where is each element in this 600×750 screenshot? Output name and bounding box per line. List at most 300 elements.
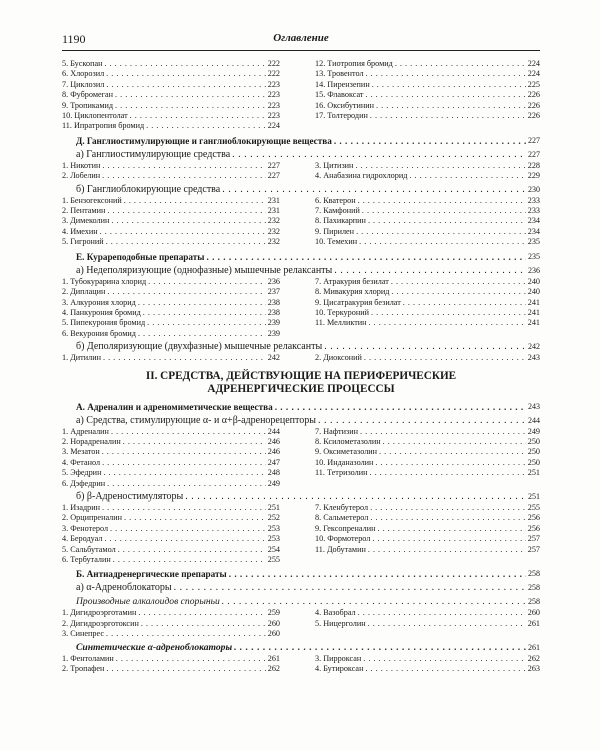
entry-label: 8. Пахикарпин xyxy=(315,216,366,226)
entry-label: 1. Адреналин xyxy=(62,426,109,436)
entry-page: 247 xyxy=(267,457,280,467)
entry-label: 1. Изадрин xyxy=(62,502,100,512)
toc-entry[interactable] xyxy=(315,111,540,121)
entry-page: 233 xyxy=(527,206,540,216)
entry-label: 11. Тетризолин xyxy=(315,468,368,478)
entry-page: 246 xyxy=(267,447,280,457)
entry-page: 253 xyxy=(267,523,280,533)
leader-dots xyxy=(377,524,525,534)
leader-dots xyxy=(403,298,526,308)
entry-label: 16. Оксибутинин xyxy=(315,100,375,110)
entry-label: 8. Сальметерол xyxy=(315,513,369,523)
toc-entry[interactable] xyxy=(62,447,280,457)
toc-entry[interactable] xyxy=(315,524,540,534)
toc-entry[interactable] xyxy=(62,555,280,565)
toc-entry[interactable] xyxy=(315,468,540,478)
entry-page: 244 xyxy=(267,426,280,436)
entry-label: 1. Никотин xyxy=(62,160,101,170)
right-column xyxy=(315,277,540,339)
entry-label: 4. Панкурония бромид xyxy=(62,307,141,317)
entry-label: 5. Эфедрин xyxy=(62,468,102,478)
toc-entry[interactable] xyxy=(62,80,280,90)
entry-label: 15. Флавоксат xyxy=(315,90,364,100)
left-column xyxy=(62,196,280,248)
entry-page: 261 xyxy=(267,653,280,663)
toc-entry[interactable] xyxy=(62,458,280,468)
toc-entry[interactable] xyxy=(315,171,540,181)
toc-entry[interactable] xyxy=(62,196,280,206)
toc-entry[interactable] xyxy=(315,503,540,513)
entry-label: 1. Фентоламин xyxy=(62,653,114,663)
entry-label: 6. Хлорозил xyxy=(62,69,105,79)
toc-entry[interactable] xyxy=(62,479,280,489)
toc-entry[interactable] xyxy=(62,353,280,363)
leader-dots xyxy=(124,513,266,523)
entry-label: 12. Тиотропия бромид xyxy=(315,59,393,68)
entry-page: 260 xyxy=(527,608,540,618)
leader-dots xyxy=(110,524,266,534)
list-block xyxy=(62,654,540,675)
toc-entry[interactable] xyxy=(315,308,540,318)
entry-page: 252 xyxy=(267,513,280,523)
toc-entry[interactable] xyxy=(62,437,280,447)
entry-label: 6. Кватерон xyxy=(315,195,356,205)
toc-entry[interactable] xyxy=(315,59,540,69)
entry-label: 3. Мезатон xyxy=(62,447,100,457)
entry-page: 242 xyxy=(267,353,280,363)
leader-dots xyxy=(368,545,526,555)
leader-dots xyxy=(372,534,525,544)
toc-entry[interactable] xyxy=(315,427,540,437)
toc-entry[interactable] xyxy=(62,237,280,247)
toc-entry[interactable] xyxy=(62,427,280,437)
entry-label: 2. Лобелин xyxy=(62,171,101,181)
entry-label: 1. Тубокурарина хлорид xyxy=(62,276,147,286)
entry-label: 3. Алкурония хлорид xyxy=(62,297,136,307)
entry-label: 3. Фенотерол xyxy=(62,523,109,533)
toc-entry[interactable] xyxy=(62,619,280,629)
leader-dots xyxy=(358,608,526,618)
list-block xyxy=(62,59,540,132)
entry-label: 9. Гексопреналин xyxy=(315,523,376,533)
entry-label: 8. Ксилометазолин xyxy=(315,436,381,446)
leader-dots xyxy=(123,437,266,447)
leader-dots xyxy=(106,664,265,674)
leader-dots xyxy=(106,69,266,79)
entry-page: 228 xyxy=(527,160,540,170)
entry-page: 243 xyxy=(527,353,540,363)
entry-page: 232 xyxy=(267,237,280,247)
leader-dots xyxy=(115,101,266,111)
toc-entry[interactable] xyxy=(315,298,540,308)
subsection-heading[interactable]: б) β-Адреностимуляторы . . . 251 xyxy=(62,490,540,503)
leader-dots xyxy=(363,654,525,664)
entry-label: 2. Диплацин xyxy=(62,287,106,297)
toc-entry[interactable] xyxy=(315,447,540,457)
page-number: 1190 xyxy=(62,32,86,46)
left-column xyxy=(62,427,280,489)
leader-dots xyxy=(138,329,266,339)
entry-page: 254 xyxy=(267,544,280,554)
leader-dots xyxy=(100,227,266,237)
entry-label: 10. Циклопентолат xyxy=(62,111,128,121)
list-block xyxy=(62,353,540,363)
entry-label: 2. Пентамин xyxy=(62,206,106,216)
entry-label: 1. Дигидроэрготамин xyxy=(62,608,137,618)
entry-label: 7. Нафтизин xyxy=(315,426,358,436)
leader-dots xyxy=(391,277,526,287)
toc-entry[interactable] xyxy=(62,206,280,216)
toc-entry[interactable] xyxy=(315,101,540,111)
toc-entry[interactable] xyxy=(62,468,280,478)
entry-page: 223 xyxy=(267,111,280,121)
leader-dots xyxy=(102,458,266,468)
toc-entry[interactable] xyxy=(62,545,280,555)
leader-dots xyxy=(111,427,266,437)
leader-dots xyxy=(372,80,526,90)
leader-dots xyxy=(358,196,526,206)
entry-page: 250 xyxy=(527,457,540,467)
toc-entry[interactable] xyxy=(315,545,540,555)
entry-page: 256 xyxy=(527,523,540,533)
leader-dots xyxy=(118,545,266,555)
entry-page: 224 xyxy=(267,121,280,131)
entry-label: 9. Тропикамид xyxy=(62,100,114,110)
right-column xyxy=(315,503,540,565)
toc-entry[interactable] xyxy=(62,534,280,544)
toc-entry[interactable] xyxy=(62,227,280,237)
entry-label: 14. Пирензепин xyxy=(315,79,370,89)
leader-dots xyxy=(369,318,526,328)
entry-page: 223 xyxy=(267,100,280,110)
page-header xyxy=(62,32,540,46)
right-column xyxy=(315,353,540,363)
leader-dots xyxy=(395,59,526,69)
leader-dots xyxy=(104,59,265,69)
entry-label: 5. Пипекурония бромид xyxy=(62,318,146,328)
left-column xyxy=(62,503,280,565)
entry-page: 262 xyxy=(267,664,280,674)
list-block xyxy=(62,503,540,565)
leader-dots xyxy=(106,629,266,639)
left-column xyxy=(62,161,280,182)
subsection-heading[interactable]: Производные алкалоидов спорыньи . . . 258 xyxy=(62,595,540,608)
toc-entry[interactable] xyxy=(315,196,540,206)
entry-page: 263 xyxy=(527,664,540,674)
toc-entry[interactable] xyxy=(62,111,280,121)
entry-page: 227 xyxy=(267,160,280,170)
entry-page: 238 xyxy=(267,307,280,317)
leader-dots xyxy=(365,664,525,674)
entry-page: 231 xyxy=(267,206,280,216)
toc-entry[interactable] xyxy=(315,437,540,447)
leader-dots xyxy=(368,619,526,629)
entry-page: 224 xyxy=(527,69,540,79)
entry-label: 2. Диоксоний xyxy=(315,353,362,363)
entry-label: 5. Ницерголин xyxy=(315,618,366,628)
toc-entry[interactable] xyxy=(315,619,540,629)
list-block xyxy=(62,608,540,639)
toc-entry[interactable] xyxy=(315,237,540,247)
leader-dots xyxy=(148,277,266,287)
list-block xyxy=(62,161,540,182)
leader-dots xyxy=(376,101,526,111)
toc-entry[interactable] xyxy=(62,664,280,674)
entry-label: 3. Цитизин xyxy=(315,160,354,170)
entry-page: 234 xyxy=(527,226,540,236)
entry-label: 6. Дэфедрин xyxy=(62,478,106,488)
leader-dots xyxy=(124,196,266,206)
leader-dots xyxy=(143,308,266,318)
entry-page: 227 xyxy=(267,171,280,181)
entry-page: 261 xyxy=(527,618,540,628)
entry-label: 11. Добутамин xyxy=(315,544,366,554)
entry-page: 240 xyxy=(527,287,540,297)
entry-page: 232 xyxy=(267,216,280,226)
entry-label: 11. Ипратропия бромид xyxy=(62,121,145,131)
toc-entry[interactable] xyxy=(62,329,280,339)
leader-dots xyxy=(370,111,526,121)
entry-page: 241 xyxy=(527,318,540,328)
right-column xyxy=(315,196,540,248)
entry-page: 249 xyxy=(527,426,540,436)
leader-dots xyxy=(364,353,526,363)
subsection-heading[interactable]: а) Недеполяризующие (однофазные) мышечные релаксанты . . . 236 xyxy=(62,264,540,277)
toc-entry[interactable] xyxy=(315,664,540,674)
leader-dots xyxy=(146,121,266,131)
entry-page: 251 xyxy=(267,502,280,512)
toc-entry[interactable] xyxy=(62,101,280,111)
entry-label: 13. Тровентол xyxy=(315,69,364,79)
entry-page: 224 xyxy=(527,59,540,68)
subsection-heading[interactable]: а) Ганглиостимулирующие средства . . . 227 xyxy=(62,148,540,161)
toc-entry[interactable] xyxy=(62,171,280,181)
subsection-heading[interactable]: б) Деполяризующие (двухфазные) мышечные релаксанты . . . 242 xyxy=(62,340,540,353)
leader-dots xyxy=(375,458,525,468)
entry-page: 255 xyxy=(527,502,540,512)
toc-entry[interactable] xyxy=(62,216,280,226)
toc-entry[interactable] xyxy=(315,353,540,363)
leader-dots xyxy=(113,555,266,565)
toc-entry[interactable] xyxy=(315,80,540,90)
leader-dots xyxy=(359,237,526,247)
entry-label: 17. Толтеродин xyxy=(315,111,368,121)
entry-page: 249 xyxy=(267,478,280,488)
toc-entry[interactable] xyxy=(62,90,280,100)
subsection-heading[interactable]: б) Ганглиоблокирующие средства . . . 230 xyxy=(62,183,540,196)
toc-entry[interactable] xyxy=(62,318,280,328)
entry-page: 250 xyxy=(527,436,540,446)
entry-label: 8. Фубромеган xyxy=(62,90,114,100)
entry-label: 4. Бутироксан xyxy=(315,664,364,674)
entry-page: 226 xyxy=(527,111,540,121)
entry-label: 11. Мелликтин xyxy=(315,318,367,328)
leader-dots xyxy=(116,654,266,664)
toc-entry[interactable] xyxy=(62,69,280,79)
toc-entry[interactable] xyxy=(62,59,280,69)
running-title: Оглавление xyxy=(273,32,329,44)
toc-entry[interactable] xyxy=(315,608,540,618)
leader-dots xyxy=(356,227,526,237)
leader-dots xyxy=(103,353,266,363)
leader-dots xyxy=(409,171,525,181)
leader-dots xyxy=(365,90,525,100)
part-title: II. СРЕДСТВА, ДЕЙСТВУЮЩИЕ НА ПЕРИФЕРИЧЕСКИЕ АДРЕНЕРГИЧЕСКИЕ ПРОЦЕССЫ xyxy=(145,369,457,396)
entry-page: 241 xyxy=(527,297,540,307)
section-heading[interactable]: А. Адреналин и адреномиметические вещества . . . 243 xyxy=(62,401,540,413)
entry-page: 253 xyxy=(267,534,280,544)
leader-dots xyxy=(355,161,525,171)
list-block xyxy=(62,196,540,248)
entry-page: 246 xyxy=(267,436,280,446)
left-column xyxy=(62,277,280,339)
toc-entry[interactable] xyxy=(315,90,540,100)
toc-entry[interactable] xyxy=(315,318,540,328)
entry-page: 248 xyxy=(267,468,280,478)
leader-dots xyxy=(107,287,265,297)
leader-dots xyxy=(141,619,266,629)
entry-page: 226 xyxy=(527,90,540,100)
entry-label: 3. Пирроксан xyxy=(315,653,362,663)
leader-dots xyxy=(138,608,265,618)
entry-label: 7. Камфоний xyxy=(315,206,360,216)
subsection-heading[interactable]: Синтетические α-адреноблокаторы . . . 261 xyxy=(62,641,540,654)
entry-page: 260 xyxy=(267,629,280,639)
entry-label: 1. Бензогексоний xyxy=(62,195,122,205)
leader-dots xyxy=(391,287,525,297)
leader-dots xyxy=(371,308,526,318)
entry-label: 5. Бускопан xyxy=(62,59,103,68)
entry-label: 6. Тербуталин xyxy=(62,555,111,564)
entry-page: 231 xyxy=(267,195,280,205)
toc-entry[interactable] xyxy=(62,298,280,308)
entry-page: 262 xyxy=(527,653,540,663)
right-column xyxy=(315,608,540,639)
entry-page: 239 xyxy=(267,328,280,338)
leader-dots xyxy=(111,216,265,226)
toc-entry[interactable] xyxy=(62,654,280,664)
entry-label: 2. Дигидроэрготоксин xyxy=(62,618,139,628)
leader-dots xyxy=(106,80,265,90)
leader-dots xyxy=(369,468,525,478)
entry-label: 5. Гигроний xyxy=(62,237,104,247)
leader-dots xyxy=(379,447,526,457)
leader-dots xyxy=(102,447,266,457)
leader-dots xyxy=(138,298,266,308)
toc-entry[interactable] xyxy=(62,308,280,318)
left-column xyxy=(62,353,280,363)
entry-page: 236 xyxy=(267,276,280,286)
entry-label: 8. Мивакурия хлорид xyxy=(315,287,390,297)
toc-entry[interactable] xyxy=(62,524,280,534)
leader-dots xyxy=(102,503,266,513)
entry-label: 2. Тропафен xyxy=(62,664,105,674)
entry-label: 9. Пирилен xyxy=(315,226,355,236)
leader-dots xyxy=(115,90,266,100)
entry-page: 237 xyxy=(267,287,280,297)
entry-label: 4. Беродуал xyxy=(62,534,103,544)
entry-page: 225 xyxy=(527,79,540,89)
leader-dots xyxy=(130,111,266,121)
section-heading[interactable]: Д. Ганглиостимулирующие и ганглиоблокирующие вещества . . . 227 xyxy=(62,135,540,147)
toc-entry[interactable] xyxy=(62,608,280,618)
toc-entry[interactable] xyxy=(62,287,280,297)
entry-page: 256 xyxy=(527,513,540,523)
entry-page: 222 xyxy=(267,69,280,79)
toc-entry[interactable] xyxy=(315,654,540,664)
entry-page: 259 xyxy=(267,608,280,618)
entry-label: 7. Циклозил xyxy=(62,79,105,89)
toc-entry[interactable] xyxy=(315,206,540,216)
toc-entry[interactable] xyxy=(315,287,540,297)
entry-label: 4. Фетанол xyxy=(62,457,101,467)
right-column xyxy=(315,59,540,132)
entry-page: 260 xyxy=(267,618,280,628)
entry-page: 255 xyxy=(267,555,280,564)
leader-dots xyxy=(107,479,266,489)
toc-entry[interactable] xyxy=(315,69,540,79)
entry-label: 2. Норадреналин xyxy=(62,436,121,446)
left-column xyxy=(62,59,280,132)
toc-entry[interactable] xyxy=(62,513,280,523)
toc-entry[interactable] xyxy=(315,534,540,544)
entry-label: 10. Формотерол xyxy=(315,534,371,544)
leader-dots xyxy=(106,237,266,247)
header-rule xyxy=(62,50,540,51)
entry-label: 1. Дитилин xyxy=(62,353,101,363)
toc-entry[interactable] xyxy=(62,121,280,131)
toc-entry[interactable] xyxy=(62,503,280,513)
toc-entry[interactable] xyxy=(315,216,540,226)
toc-entry[interactable] xyxy=(62,161,280,171)
entry-page: 251 xyxy=(527,468,540,478)
entry-label: 10. Темехин xyxy=(315,237,358,247)
entry-label: 3. Димеколин xyxy=(62,216,110,226)
list-block xyxy=(62,277,540,339)
subsection-heading[interactable]: а) Средства, стимулирующие α- и α+β-адренорецепторы . . . 244 xyxy=(62,414,540,427)
entry-label: 10. Инданазолин xyxy=(315,457,374,467)
section-heading[interactable]: Е. Курареподобные препараты . . . 235 xyxy=(62,251,540,263)
toc-entry[interactable] xyxy=(315,277,540,287)
entry-page: 234 xyxy=(527,216,540,226)
leader-dots xyxy=(102,161,265,171)
right-column xyxy=(315,427,540,489)
section-heading[interactable]: Б. Антиадренергические препараты . . . 258 xyxy=(62,568,540,580)
leader-dots xyxy=(104,534,265,544)
toc-entry[interactable] xyxy=(315,458,540,468)
entry-page: 239 xyxy=(267,318,280,328)
leader-dots xyxy=(362,206,526,216)
toc-entry[interactable] xyxy=(315,161,540,171)
left-column xyxy=(62,654,280,675)
subsection-heading[interactable]: а) α-Адреноблокаторы . . . 258 xyxy=(62,581,540,594)
toc-page xyxy=(62,32,540,674)
toc-entry[interactable] xyxy=(62,629,280,639)
entry-label: 4. Имехин xyxy=(62,226,98,236)
entry-page: 222 xyxy=(267,59,280,68)
leader-dots xyxy=(370,513,525,523)
leader-dots xyxy=(383,437,526,447)
toc-entry[interactable] xyxy=(62,277,280,287)
entry-page: 223 xyxy=(267,79,280,89)
toc-entry[interactable] xyxy=(315,513,540,523)
entry-label: 5. Сальбутамол xyxy=(62,544,116,554)
entry-page: 241 xyxy=(527,307,540,317)
leader-dots xyxy=(360,427,526,437)
entry-label: 9. Оксиметазолин xyxy=(315,447,378,457)
entry-page: 250 xyxy=(527,447,540,457)
toc-entry[interactable] xyxy=(315,227,540,237)
